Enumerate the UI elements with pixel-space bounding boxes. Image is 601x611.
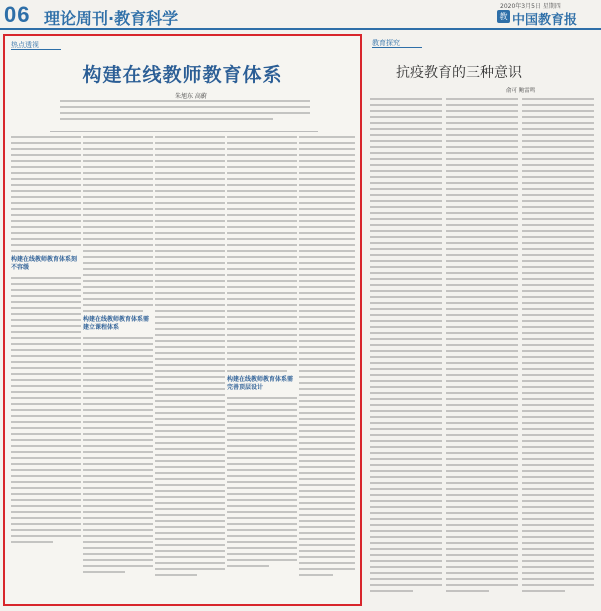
right-article-title: 抗疫教育的三种意识 (396, 65, 522, 81)
article-abstract (60, 100, 310, 124)
article-authors: 朱旭东 高蔚 (175, 93, 207, 100)
right-text-column-3 (522, 98, 594, 596)
left-article-frame (3, 34, 362, 606)
subhead-2: 构建在线教师教育体系需建立课程体系 (83, 316, 150, 331)
text-column-5 (299, 136, 355, 580)
column-tag: 热点透视 (11, 41, 39, 49)
right-text-column-2 (446, 98, 518, 596)
right-text-column-1 (370, 98, 442, 596)
column-tag-right: 教育探究 (372, 39, 400, 47)
tag-divider (11, 49, 61, 50)
subhead-1: 构建在线教师教育体系刻不容缓 (11, 256, 78, 271)
text-column-3 (155, 136, 225, 580)
tag-divider-right (372, 47, 422, 48)
masthead-logo-icon: 教 (497, 10, 510, 23)
text-column-1 (11, 136, 81, 547)
page-header (0, 0, 601, 30)
article-title: 构建在线教师教育体系 (82, 64, 283, 86)
header-rule (0, 28, 601, 30)
text-column-4 (227, 136, 297, 571)
right-article-authors: 俞可 鲍雷鸣 (506, 88, 536, 94)
subhead-3: 构建在线教师教育体系需完善顶层设计 (227, 376, 294, 391)
page-number: 06 (4, 2, 31, 27)
section-name: 理论周刊·教育科学 (44, 9, 179, 28)
date-line: 2020年3月5日 星期四 (500, 3, 561, 10)
abstract-divider (50, 131, 318, 132)
text-column-2 (83, 136, 153, 577)
right-article (366, 34, 598, 606)
masthead: 中国教育报 (512, 13, 578, 28)
